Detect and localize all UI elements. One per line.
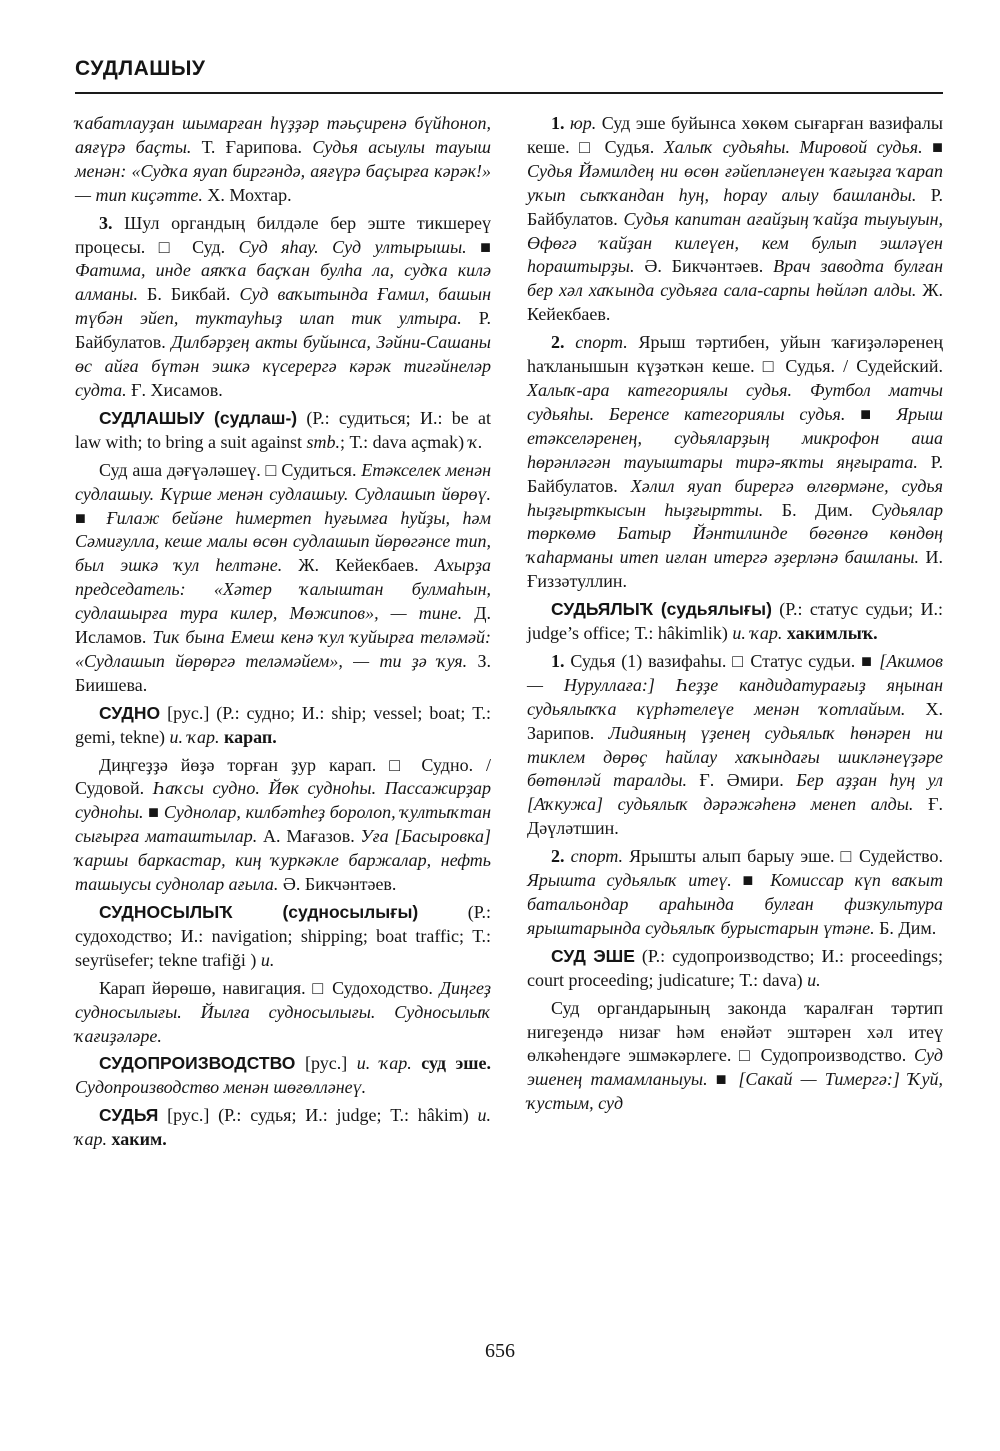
entry-headword-paragraph	[75, 702, 491, 750]
plain-text: Суд эше буйынса хөкөм сығарған вазифалы кеше. □ Судья.	[527, 113, 944, 157]
entry-paragraph	[75, 112, 491, 208]
example-text: Ярыш етәкселәренең, судьяларҙың микрофон аша һөрәнләгән тауыштары тирә-яҡты яңғырата.	[527, 403, 944, 472]
example-text: Суд эшенең тамамланыуы.	[527, 1045, 943, 1090]
plain-text: Ж. Кейекбаев.	[527, 280, 943, 325]
plain-text: З. Биишева.	[75, 650, 491, 695]
example-text: ҡ.	[468, 431, 483, 452]
plain-text: (Р.: судиться; И.: be at law with; to bring a suit against	[75, 407, 491, 452]
plain-text: ■	[922, 136, 943, 157]
example-text: Ахырҙа председатель: «Хәтер ҡалыштан булмаһын, судлашырға тура килер, Мөжипов», — тине.	[75, 555, 491, 624]
example-text: спорт.	[575, 332, 628, 353]
example-text: и. ҡар.	[75, 1105, 491, 1150]
example-text: Дилбәрҙең акты буйынса, Зәйни-Сашаны өс айға бүтән эшкә күсерергә кәрәк тигәйнеләр судта.	[75, 332, 491, 400]
example-text: и.	[260, 949, 275, 970]
plain-text: И. Ғиззәтуллин.	[527, 547, 943, 592]
bold-text: 2.	[551, 332, 565, 353]
plain-text: Х. Зарипов.	[527, 698, 944, 743]
plain-text: (Р.: судоходство; И.: navigation; shipping; boat traffic; Т.: seyrüsefer; tekne trafiği )	[75, 902, 491, 970]
plain-text: (Р.: статус судьи; И.: judge’s office; Т.: hâkimlik)	[527, 599, 943, 644]
plain-text: ■	[143, 802, 164, 823]
example-text: Диңгеҙ судносылығы. Йылға судносылығы. Судносылыҡ ҡағиҙәләре.	[75, 977, 491, 1046]
plain-text: [рус.] (Р.: судья; И.: judge; Т.: hâkim)	[158, 1105, 478, 1126]
right-column	[527, 112, 943, 1120]
example-text: Халыҡ судьяһы. Мировой судья.	[663, 136, 923, 157]
plain-text	[565, 332, 576, 352]
example-text: ҡабатлауҙан шымарған һүҙҙәр тәьҫиренә бүйһоноп, аяғүрә баҫты.	[75, 113, 491, 157]
example-text: и. ҡар.	[356, 1053, 412, 1074]
entry-paragraph	[75, 977, 491, 1049]
page-header-title: СУДЛАШЫУ	[75, 57, 206, 80]
example-text: smb.	[306, 431, 340, 452]
plain-text: ■	[75, 507, 107, 528]
example-text: Ярышта судьялыҡ итеү.	[527, 870, 732, 891]
plain-text: Ә. Бикчәнтәев.	[634, 256, 774, 277]
plain-text: Р. Байбулатов.	[527, 184, 944, 229]
plain-text: Ә. Бикчәнтәев.	[278, 874, 397, 895]
bold-text: 2.	[551, 846, 565, 867]
entry-headword-paragraph	[75, 407, 491, 455]
page-number: 656	[485, 1340, 515, 1362]
plain-text: Карап йөрөшө, навигация. □ Судоходство.	[99, 977, 440, 998]
example-text: Комиссар күп ваҡыт батальондар араһында булған физкультура ярыштарында судьялыҡ бурыстарын үтәне.	[527, 870, 943, 938]
headword: СУДОПРОИЗВОДСТВО	[99, 1053, 296, 1074]
entry-paragraph	[527, 331, 943, 594]
bold-text: суд эше.	[411, 1053, 491, 1074]
example-text: [Акимов — Нуруллаға:] Һеҙҙе кандидатурағыҙ яңынан судьялыҡҡа күрһәтелеүе менән ҡотлайым.	[527, 650, 943, 719]
plain-text: Ғ. Дәүләтшин.	[527, 794, 943, 839]
plain-text: ■	[707, 1069, 739, 1090]
example-text: Суд ваҡытында Ғамил, башын түбән эйеп, туктауһыҙ илап тик ултыра.	[75, 284, 491, 329]
plain-text: ■	[466, 236, 492, 257]
entry-paragraph	[75, 212, 491, 403]
plain-text: [рус.]	[295, 1053, 357, 1074]
example-text: Лидияның үҙенең судьялыҡ һөнәрен ни тиклем дөрөҫ һайлау хаҡындағы шикләнеүҙәре бөтөнләй таралды.	[527, 722, 943, 791]
example-text: и. ҡар.	[732, 623, 783, 644]
example-text: Һаҡсы судно. Йөк судноһы. Пассажирҙар судноһы.	[75, 778, 491, 823]
bold-text: хакимлыҡ.	[782, 623, 878, 644]
example-text: Судопроизводство менән шөғөлләнеү.	[75, 1077, 367, 1098]
bold-text: хаким.	[107, 1129, 167, 1150]
example-text: и. ҡар.	[169, 726, 220, 747]
bold-text: карап.	[219, 726, 277, 747]
plain-text: Диңгеҙҙә йөҙә торған ҙур карап. □ Судно. / Судовой.	[75, 754, 491, 799]
example-text: Врач заводта булған бер хәл хаҡында судьяға сала-сарпы һөйләп алды.	[527, 256, 944, 301]
example-text: Судьялар төркөмө Батыр Йәнтилинде бөгөнгө көндөң ҡаһарманы итеп иғлан итергә әҙерләнә башланы.	[527, 499, 943, 568]
plain-text: А. Мағазов.	[257, 826, 361, 847]
plain-text: Ғ. Әмири.	[687, 770, 797, 791]
example-text: Судья асыулы тауыш менән: «Судҡа яуап биргәндә, аяғүрә баҫырға кәрәк!» — тип киҫәтте.	[75, 136, 491, 205]
plain-text: Т. Ғарипова.	[191, 136, 313, 157]
left-column	[75, 112, 491, 1156]
example-text: юр.	[570, 113, 597, 133]
plain-text: Д. Исламов.	[75, 603, 491, 648]
headword: (судлаш-)	[204, 407, 298, 428]
plain-text: Судья (1) вазифаһы. □ Статус судьи. ■	[564, 650, 880, 671]
entry-paragraph	[75, 754, 491, 897]
headword: СУДЬЯЛЫҠ	[551, 599, 654, 620]
plain-text: Шул органдың билдәле бер эште тикшереү процесы. □ Суд.	[75, 212, 491, 257]
entry-paragraph	[527, 845, 943, 941]
plain-text: [рус.] (Р.: судно; И.: ship; vessel; boat; Т.: gemi, tekne)	[75, 702, 491, 747]
example-text: Тик бына Емеш кенә ҡул ҡуйырға теләмәй: «Судлашып йөрөргә теләмәйем», — ти ҙә ҡуя.	[75, 627, 491, 671]
plain-text: Суд аша дәғүәләшеү. □ Судиться.	[99, 459, 362, 480]
headword: СУДНОСЫЛЫҠ	[99, 902, 233, 922]
bold-text: 1.	[551, 650, 565, 671]
example-text: Суднолар, килбәтһеҙ боролоп, ҡултыҡтан сығырға маташтылар.	[75, 802, 491, 847]
plain-text: Р. Байбулатов.	[75, 308, 491, 353]
plain-text: ; Т.: dava açmak)	[339, 431, 469, 452]
headword: (судносылығы)	[232, 902, 419, 922]
plain-text: (Р.: судопроизводство; И.: proceedings; court proceeding; judicature; Т.: dava)	[527, 945, 943, 990]
headword: СУДЬЯ	[99, 1105, 159, 1126]
plain-text: Х. Мохтар.	[202, 184, 292, 205]
example-text: Халыҡ-ара категориялы судья. Футбол матчы судьяһы. Беренсе категориялы судья.	[527, 379, 943, 424]
example-text: Хәлил яуап бирергә өлгөрмәне, судья һыҙғырткысын һыҙғыртты.	[527, 475, 943, 520]
plain-text: Суд органдарының законда ҡаралған тәртип нигеҙендә низағ һәм енәйәт эштәрен хәл итеү өлкәһендәге эшмәкәрлеге. □ Судопроизводство.	[527, 997, 943, 1066]
bold-text: 1.	[551, 113, 565, 133]
example-text: [Сакай — Тимергә:] Ҡуй, ҡустым, суд	[527, 1069, 943, 1114]
entry-headword-paragraph	[75, 901, 491, 973]
plain-text: Б. Бикбай.	[137, 284, 240, 305]
example-text: Уға [Басыровка] ҡаршы баркастар, киң ҡуркәкле баржалар, нефть ташыусы суднолар ағыла.	[75, 826, 492, 895]
plain-text: Б. Дим.	[763, 499, 872, 520]
plain-text: Ярыш тәртибен, уйын ҡағиҙәләренең һаҡланышын күҙәткән кеше. □ Судья. / Судейский.	[527, 332, 943, 377]
example-text: и.	[807, 969, 821, 990]
plain-text: Ярышты алып барыу эше. □ Судейство.	[623, 846, 943, 867]
headword: СУДЛАШЫУ	[99, 407, 205, 428]
example-text: Ғилаж бейәне һимертеп һуғымға һуйҙы, һәм Сәмиғулла, кеше малы өсөн судлашып йөрөгәнсе тип, был эшкә ҡул һелтәне.	[75, 507, 491, 576]
header-rule	[75, 92, 943, 94]
example-text: Етәкселек менән судлашыу. Күрше менән судлашыу. Судлашып йөрөү.	[75, 459, 491, 504]
example-text: Бер аҙҙан һуң ул [Аҡкужа] судьялыҡ дәрәжәһенә менеп алды.	[527, 770, 944, 815]
plain-text: Ж. Кейекбаев.	[282, 555, 435, 576]
entry-headword-paragraph	[527, 945, 943, 993]
entry-paragraph	[527, 650, 943, 841]
entry-headword-paragraph	[75, 1052, 491, 1100]
plain-text: ■	[731, 870, 771, 891]
entry-headword-paragraph	[75, 1104, 491, 1152]
plain-text: Ғ. Хисамов.	[126, 379, 223, 400]
entry-paragraph	[527, 112, 943, 327]
example-text: спорт.	[570, 846, 624, 867]
headword: (судьялығы)	[653, 599, 772, 620]
plain-text: ■	[845, 403, 897, 424]
headword: СУДНО	[99, 702, 161, 723]
plain-text: Р. Байбулатов.	[527, 451, 943, 496]
entry-paragraph	[527, 997, 943, 1117]
example-text: Фатима, инде аяҡҡа баҫҡан булһа ла, судҡа килә алманы.	[75, 260, 491, 305]
example-text: Судья капитан ағайҙың ҡайҙа тыуыуын, Өфөгә ҡайҙан килеүен, кем булып эшләүен һораштырҙы.	[527, 208, 943, 277]
example-text: Судья Йәмилдең ни өсөн ғәйепләнеүен ҡағыҙға ҡарап уҡып сыҡҡандан һуң, һорау алыу башланды.	[527, 160, 943, 205]
entry-paragraph	[75, 459, 491, 698]
example-text: Суд яһау. Суд ултырышы.	[238, 236, 467, 257]
entry-headword-paragraph	[527, 598, 943, 646]
headword: СУД ЭШЕ	[551, 945, 635, 966]
bold-text: 3.	[99, 212, 113, 233]
plain-text: Б. Дим.	[874, 917, 937, 938]
